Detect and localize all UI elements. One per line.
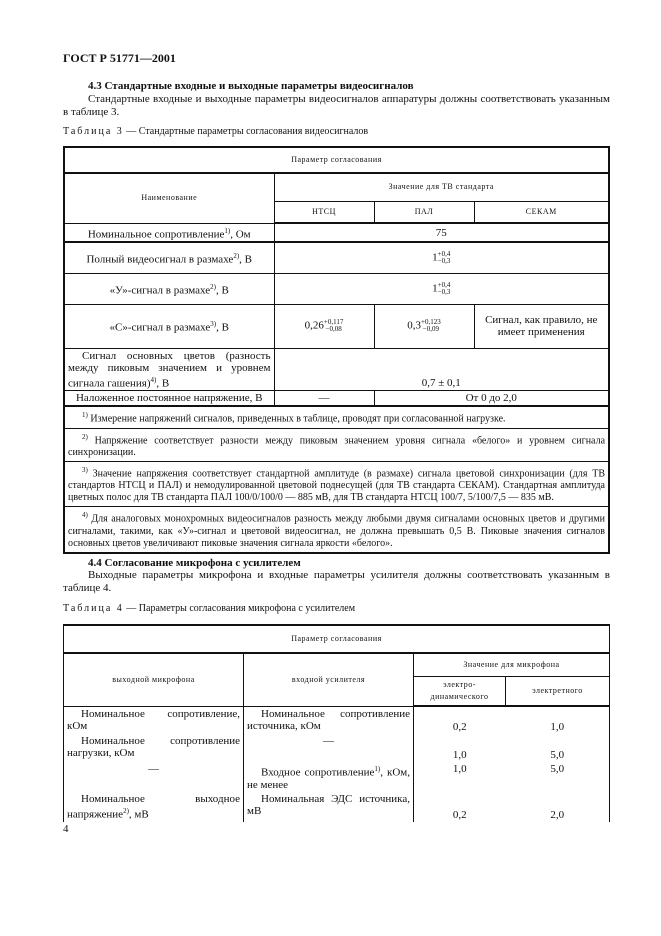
table-4	[63, 624, 610, 822]
footnote-row	[64, 428, 609, 461]
footnote-ref: 2)	[210, 282, 217, 291]
tol-up: +0,4	[437, 280, 451, 289]
row-unit: , В	[239, 253, 252, 266]
t4-electret-header: электретного	[506, 676, 610, 706]
table-row	[64, 762, 610, 792]
t3-param-header: Параметр согласования	[64, 147, 609, 173]
t3-name-header: Наименование	[64, 173, 274, 223]
t4-param-header: Параметр согласования	[64, 625, 610, 653]
footnote-row	[64, 507, 609, 553]
dynamic-value: 1,0	[452, 763, 467, 775]
table-row	[64, 242, 609, 273]
section-4-3-text: Стандартные входные и выходные параметры видеосигналов аппаратуры должны соответствовать указанным в таблице 3.	[63, 93, 610, 118]
input-param-tail: , кОм, не менее	[247, 766, 410, 791]
section-4-4-title: 4.4 Согласование микрофона с усилителем	[88, 557, 301, 569]
t3-pal-header: ПАЛ	[374, 201, 474, 223]
output-param: —	[64, 762, 244, 792]
footnote-ref: 1)	[374, 765, 381, 773]
row-name: Полный видеосигнал в размахе	[86, 253, 234, 266]
dynamic-value: 0,2	[452, 721, 467, 733]
electret-value: 5,0	[550, 763, 565, 775]
t3-ntsc-header: НТСЦ	[274, 201, 374, 223]
footnote-number: 3)	[82, 465, 88, 474]
row-name: Сигнал основных цветов (разность между пиковым значением и уровнем сигнала гашения)	[68, 349, 271, 390]
footnote-ref: 1)	[224, 226, 231, 235]
row-unit: , В	[216, 321, 229, 334]
output-param: Номинальное сопротивление нагрузки, кОм	[64, 734, 244, 762]
caption-label: Таблица 3	[63, 126, 124, 137]
footnote-ref: 4)	[150, 375, 157, 384]
document-header: ГОСТ Р 51771—2001	[63, 51, 176, 65]
tol-down: −0,08	[325, 325, 342, 334]
t4-output-header: выходной микрофона	[64, 653, 244, 706]
electret-value: 2,0	[550, 809, 565, 821]
t3-secam-header: СЕКАМ	[474, 201, 609, 223]
value-base: 1	[432, 282, 438, 295]
input-param: Входное сопротивление	[261, 766, 375, 779]
footnote-text: Измерение напряжений сигналов, приведенных в таблице, проводят при согласованной нагрузке.	[90, 413, 506, 425]
row-name: Наложенное постоянное напряжение, В	[64, 391, 274, 407]
footnote-number: 4)	[82, 511, 88, 520]
table-row	[64, 734, 610, 762]
tol-down: −0,3	[437, 287, 451, 296]
section-4-3-title: 4.3 Стандартные входные и выходные параметры видеосигналов	[88, 80, 414, 92]
ntsc-value: —	[274, 391, 374, 407]
input-param: Номинальное сопротивление источника, кОм	[244, 706, 414, 734]
footnote-row	[64, 406, 609, 428]
table-row	[64, 706, 610, 734]
footnote-text: Значение напряжения соответствует стандартной амплитуде (в размахе) сигнала цветовой синхронизации (для ТВ стандартов НТСЦ и ПАЛ) и немодулированной цветовой поднесущей (для ТВ стандарта СЕКАМ). Стандартная амплитуда цветных полос для ТВ стандарта ПАЛ 100/0/100/0 — 885 мВ, для ТВ стандарта НТСЦ 100/7, 5/100/7,5 — 835 мВ.	[68, 468, 606, 504]
secam-value: Сигнал, как правило, не имеет применения	[474, 304, 609, 348]
row-unit: , В	[156, 377, 170, 390]
footnote-ref: 2)	[123, 807, 129, 815]
tol-down: −0,09	[422, 325, 439, 334]
row-unit: , Ом	[230, 228, 251, 241]
table-row	[64, 273, 609, 304]
t4-value-header: Значение для микрофона	[414, 653, 610, 676]
table-3-caption	[63, 126, 368, 137]
row-value: 75	[274, 223, 609, 242]
table-row	[64, 304, 609, 348]
table-row	[64, 792, 610, 822]
footnote-row	[64, 461, 609, 506]
t3-value-header: Значение для ТВ стандарта	[274, 173, 609, 201]
table-4-caption	[63, 603, 355, 614]
caption-text: — Стандартные параметры согласования видеосигналов	[123, 126, 369, 137]
value-base: 0,3	[407, 319, 422, 332]
t4-input-header: входной усилителя	[244, 653, 414, 706]
value-base: 1	[432, 251, 438, 264]
row-unit: , В	[216, 284, 229, 297]
input-param: Номинальная ЭДС источника, мВ	[244, 792, 414, 822]
row-name: «С»-сигнал в размахе	[109, 321, 211, 334]
row-name: «У»-сигнал в размахе	[109, 284, 211, 297]
table-3	[63, 146, 610, 554]
row-value: От 0 до 2,0	[374, 391, 609, 407]
pal-value	[374, 304, 474, 348]
value-base: 0,26	[304, 319, 324, 332]
table-row	[64, 348, 609, 391]
electret-value: 5,0	[550, 749, 565, 761]
row-name: Номинальное сопротивление	[87, 228, 225, 241]
footnote-number: 1)	[82, 411, 88, 420]
dynamic-value: 1,0	[452, 749, 467, 761]
output-param: Номинальное сопротивление, кОм	[64, 706, 244, 734]
row-value	[274, 242, 609, 273]
electret-value: 1,0	[550, 721, 565, 733]
footnote-ref: 3)	[210, 320, 217, 329]
row-value: 0,7 ± 0,1	[274, 348, 609, 391]
tol-down: −0,3	[437, 256, 451, 265]
footnote-text: Напряжение соответствует разности между пиковым значением уровня сигнала «белого» и уровнем сигнала синхронизации.	[68, 434, 606, 458]
input-param: —	[244, 734, 414, 762]
page-number: 4	[63, 823, 69, 835]
table-row	[64, 391, 609, 407]
tol-up: +0,117	[323, 318, 344, 327]
t4-dynamic-header: электро-динамического	[414, 676, 506, 706]
row-value	[274, 273, 609, 304]
output-param: Номинальное выходное напряжение	[67, 793, 240, 821]
table-row	[64, 223, 609, 242]
tol-up: +0,4	[437, 249, 451, 258]
output-param-tail: , мВ	[128, 808, 149, 821]
dynamic-value: 0,2	[452, 809, 467, 821]
ntsc-value	[274, 304, 374, 348]
tol-up: +0,123	[421, 318, 441, 327]
caption-text: — Параметры согласования микрофона с усилителем	[123, 603, 356, 614]
section-4-4-text: Выходные параметры микрофона и входные параметры усилителя должны соответствовать указанным в таблице 4.	[63, 569, 610, 594]
footnote-number: 2)	[82, 432, 88, 441]
caption-label: Таблица 4	[63, 603, 124, 614]
footnote-text: Для аналоговых монохромных видеосигналов разность между любыми двумя сигналами основных цветов и другими сигналами, такими, как «У»-сигнал и цветовой видеосигнал, не должна превышать 0,5 В. Пиковые значения сигналов основных цветов увеличивают пиковые значения сигнала яркости «белого».	[68, 513, 606, 549]
footnote-ref: 2)	[233, 252, 240, 261]
